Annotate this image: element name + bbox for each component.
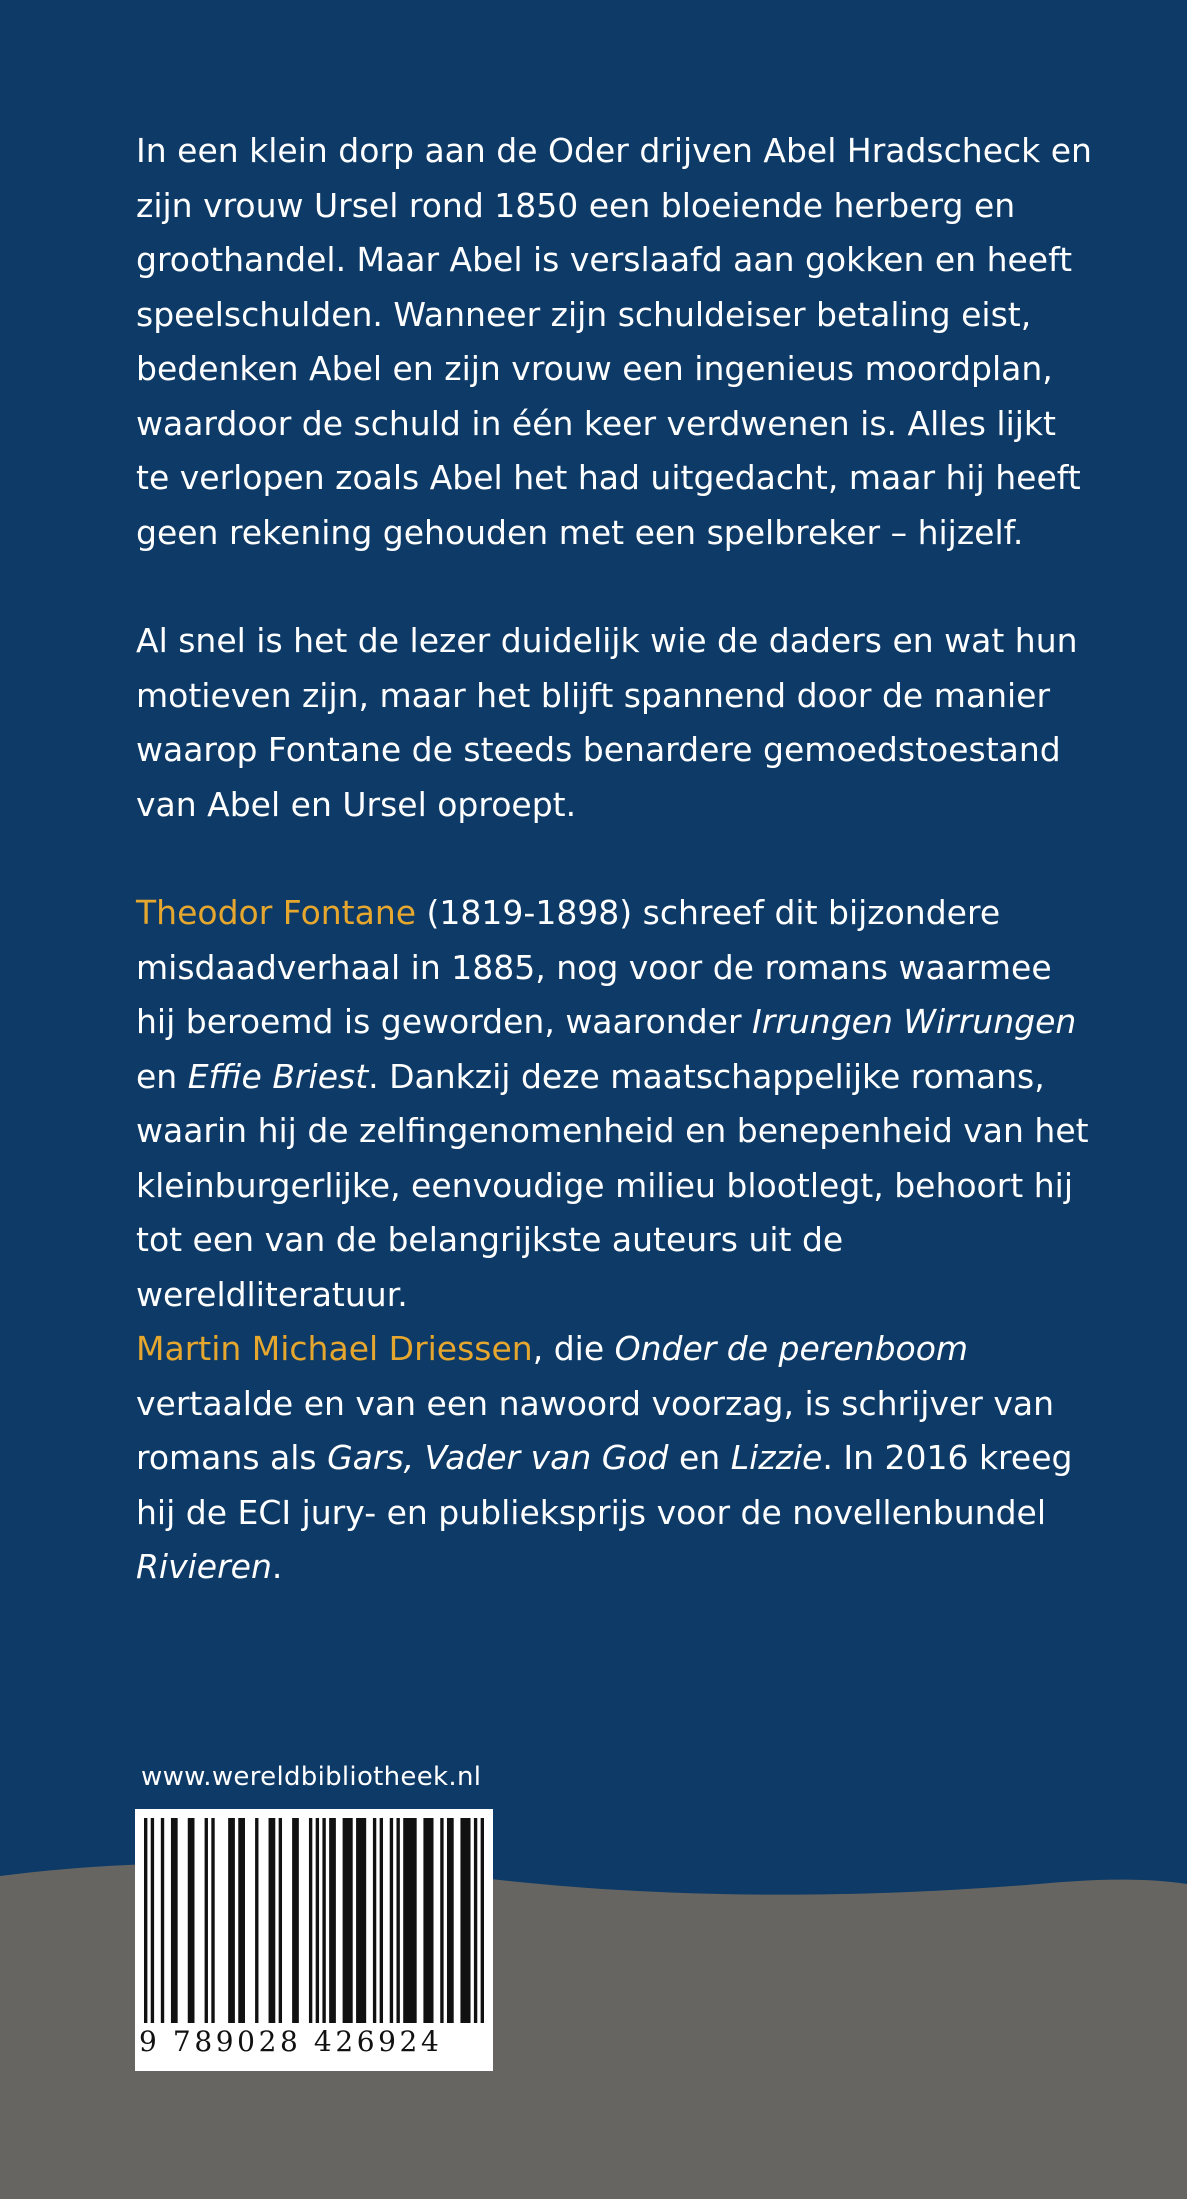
translator-text-5: .: [271, 1547, 283, 1586]
barcode-label: [135, 1809, 493, 2071]
translator-text-4: . In 2016 kreeg hij de ECI jury- en publieksprijs voor de novellenbundel: [136, 1438, 1073, 1532]
book-title-perenboom: Onder de perenboom: [614, 1329, 969, 1368]
synopsis-paragraph: In een klein dorp aan de Oder drijven Abel Hradscheck en zijn vrouw Ursel rond 1850 een bloeiende herberg en groothandel. Maar Abel is verslaafd aan gokken en heeft speelschulden. Wanneer zijn schuldeiser betaling eist, bedenken Abel en zijn vrouw een ingenieus moordplan, waardoor de schuld in één keer verdwenen is. Alles lijkt te verlopen zoals Abel het had uitgedacht, maar hij heeft geen rekening gehouden met een spelbreker – hijzelf.: [136, 131, 1092, 552]
barcode-bar: [151, 1818, 154, 2023]
barcode-bar: [460, 1818, 470, 2023]
translator-text-3: en: [668, 1438, 731, 1477]
barcode-bar: [343, 1818, 353, 2023]
barcode-bar: [322, 1818, 325, 2023]
barcode-bar: [403, 1818, 416, 2023]
barcode-bar: [309, 1818, 312, 2023]
book-title-irrungen: Irrungen Wirrungen: [752, 1002, 1077, 1041]
book-title-gars: Gars, Vader van God: [327, 1438, 669, 1477]
barcode-bar: [396, 1818, 399, 2023]
translator-name: Martin Michael Driessen: [136, 1329, 533, 1368]
reader-paragraph: Al snel is het de lezer duidelijk wie de daders en wat hun motieven zijn, maar het blijft spannend door de manier waarop Fontane de steeds benardere gemoedstoestand van Abel en Ursel oproept.: [136, 621, 1078, 824]
barcode-bar: [316, 1818, 319, 2023]
publisher-website: www.wereldbibliotheek.nl: [141, 1762, 482, 1792]
barcode-bar: [474, 1818, 477, 2023]
author-text-2: en: [136, 1056, 188, 1096]
barcode-bar: [228, 1818, 235, 2023]
book-title-effie: Effie Briest: [187, 1056, 369, 1096]
barcode-bar: [255, 1818, 258, 2023]
isbn-digits: 9 789028 426924: [139, 2025, 443, 2058]
barcode-icon: [141, 1818, 487, 2023]
barcode-bar: [188, 1818, 195, 2023]
barcode-bar: [440, 1818, 443, 2023]
author-paragraph: [136, 886, 1096, 1322]
barcode-bar: [447, 1818, 454, 2023]
barcode-bar: [423, 1818, 433, 2023]
translator-text-2: vertaalde en van een nawoord voorzag, is schrijver van romans als: [136, 1383, 1055, 1477]
barcode-bar: [171, 1818, 178, 2023]
author-text-3: . Dankzij deze maatschappelijke romans, waarin hij de zelfingenomenheid en benepenheid van het kleinburgerlijke, eenvoudige milieu blootlegt, behoort hij tot een van de belangrijkste auteurs uit de wereldliteratuur.: [136, 1056, 1089, 1314]
barcode-bar: [329, 1818, 336, 2023]
barcode-bar: [481, 1818, 484, 2023]
book-title-rivieren: Rivieren: [136, 1547, 272, 1586]
barcode-bar: [161, 1818, 164, 2023]
back-cover-text: [136, 124, 1096, 1595]
barcode-bar: [205, 1818, 208, 2023]
barcode-bar: [279, 1818, 282, 2023]
barcode-bar: [211, 1818, 214, 2023]
barcode-bar: [356, 1818, 366, 2023]
barcode-bar: [269, 1818, 276, 2023]
barcode-bar: [292, 1818, 299, 2023]
barcode-bar: [380, 1818, 383, 2023]
author-name: Theodor Fontane: [136, 893, 417, 932]
barcode-bar: [238, 1818, 245, 2023]
author-text-1: (1819-1898) schreef dit bijzondere misdaadverhaal in 1885, nog voor de romans waarmee hij beroemd is geworden, waaronder: [136, 893, 1052, 1041]
translator-paragraph: [136, 1322, 1096, 1595]
barcode-bar: [373, 1818, 376, 2023]
book-title-lizzie: Lizzie: [730, 1438, 823, 1477]
translator-text-1: , die: [532, 1329, 615, 1368]
barcode-bar: [390, 1818, 393, 2023]
barcode-bar: [144, 1818, 147, 2023]
